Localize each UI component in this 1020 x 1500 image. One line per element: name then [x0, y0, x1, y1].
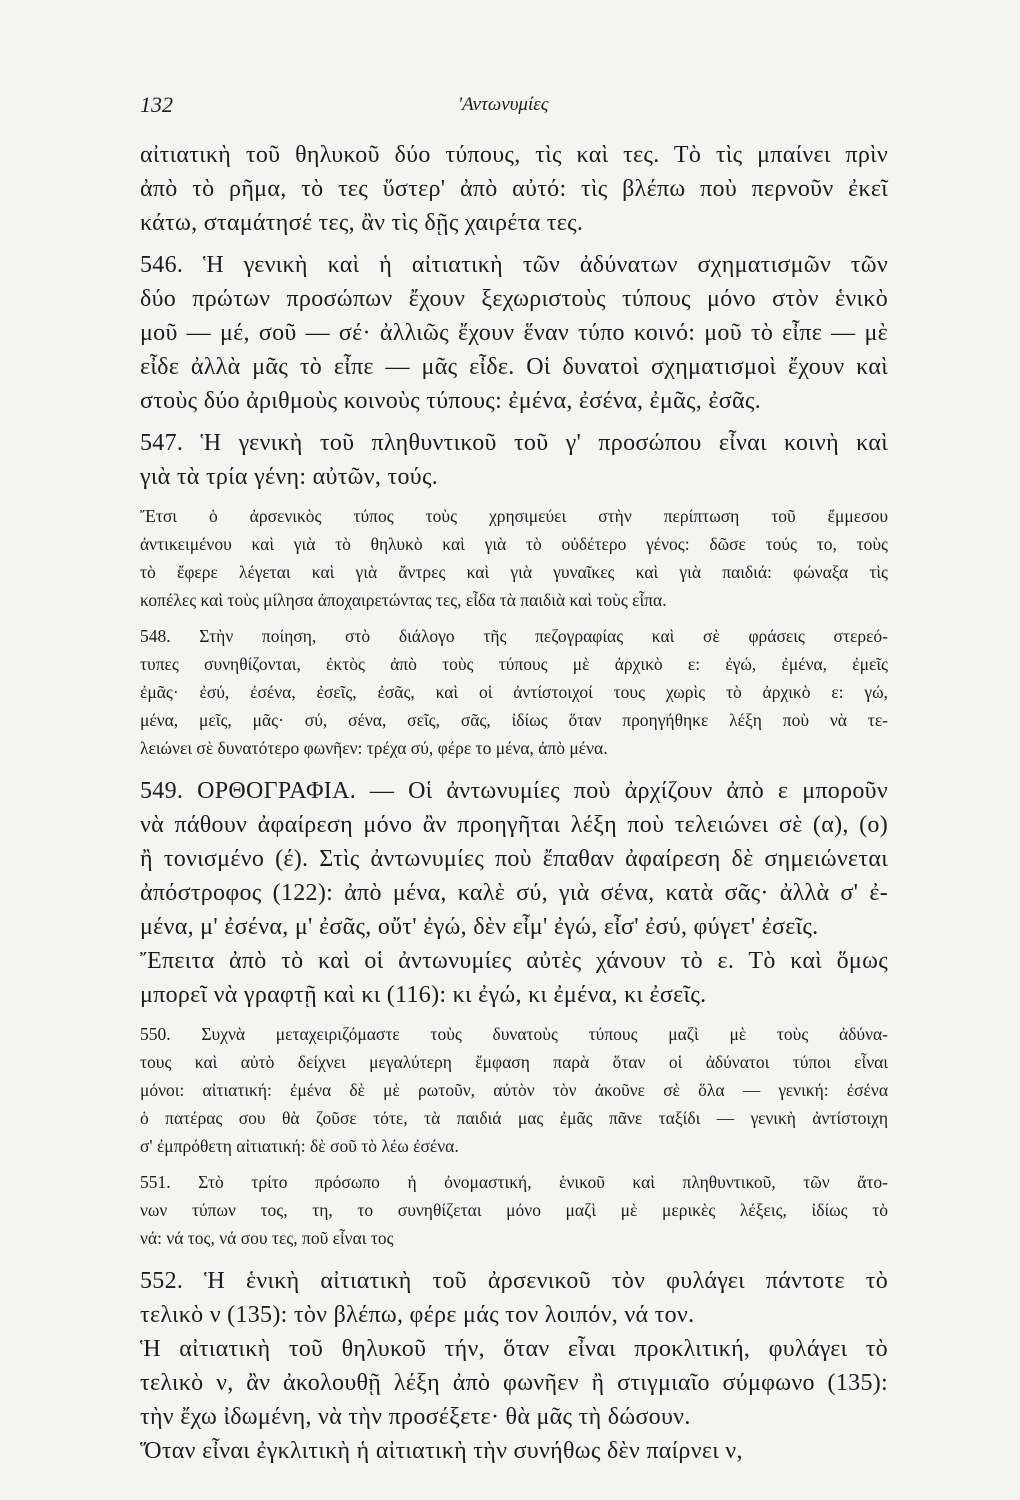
text-line: 548. Στὴν ποίηση, στὸ διάλογο τῆς πεζογραφίας καὶ σὲ φράσεις στερεό-	[140, 626, 888, 646]
text-line: ἀπόστροφος (122): ἀπὸ μένα, καλὲ σύ, γιὰ σένα, κατὰ σᾶς· ἀλλὰ σ' ἐ-	[140, 880, 888, 906]
paragraph	[140, 248, 888, 418]
text-line: δύο πρώτων προσώπων ἔχουν ξεχωριστοὺς τύπους μόνο στὸν ἑνικὸ	[140, 286, 888, 312]
text-line: 546. Ἡ γενικὴ καὶ ἡ αἰτιατικὴ τῶν ἀδύνατων σχηματισμῶν τῶν	[140, 252, 888, 278]
text-line: Ἔτσι ὁ ἀρσενικὸς τύπος τοὺς χρησιμεύει στὴν περίπτωση τοῦ ἔμμεσου	[140, 506, 888, 526]
paragraph	[140, 774, 888, 1012]
text-line: μόνοι: αἰτιατική: ἐμένα δὲ μὲ ρωτοῦν, αὐτὸν τὸν ἀκοῦνε σὲ ὅλα — γενική: ἐσένα	[140, 1080, 888, 1100]
paragraph	[140, 138, 888, 240]
text-line: τελικὸ ν, ἂν ἀκολουθῇ λέξη ἀπὸ φωνῆεν ἢ στιγμιαῖο σύμφωνο (135):	[140, 1370, 888, 1396]
paragraph	[140, 622, 888, 762]
paragraph-gap	[140, 240, 888, 248]
paragraph	[140, 502, 888, 614]
paragraph	[140, 426, 888, 494]
paragraph	[140, 1168, 888, 1252]
text-line: τυπες συνηθίζονται, ἐκτὸς ἀπὸ τοὺς τύπους μὲ ἀρχικὸ ε: ἐγώ, ἐμένα, ἐμεῖς	[140, 654, 888, 674]
text-line: τὴν ἔχω ἰδωμένη, νὰ τὴν προσέξετε· θὰ μᾶς τὴ δώσουν.	[140, 1404, 691, 1430]
paragraph	[140, 1020, 888, 1160]
text-line: λειώνει σὲ δυνατότερο φωνῆεν: τρέχα σύ, φέρε το μένα, ἀπὸ μένα.	[140, 738, 608, 758]
paragraph	[140, 1264, 888, 1468]
text-line: ἐμᾶς· ἐσύ, ἐσένα, ἐσεῖς, ἐσᾶς, καὶ οἱ ἀντίστοιχοί τους χωρὶς τὸ ἀρχικὸ ε: γώ,	[140, 682, 888, 702]
text-line: στοὺς δύο ἀριθμοὺς κοινοὺς τύπους: ἐμένα, ἐσένα, ἐμᾶς, ἐσᾶς.	[140, 388, 761, 414]
paragraph-gap	[140, 1252, 888, 1264]
text-line: ὁ πατέρας σου θὰ ζοῦσε τότε, τὰ παιδιά μας ἐμᾶς πᾶνε ταξίδι — γενικὴ ἀντίστοιχη	[140, 1108, 888, 1128]
text-line: 551. Στὸ τρίτο πρόσωπο ἡ ὀνομαστική, ἑνικοῦ καὶ πληθυντικοῦ, τῶν ἄτο-	[140, 1172, 888, 1192]
paragraph-gap	[140, 1160, 888, 1168]
text-line: τὸ ἔφερε λέγεται καὶ γιὰ ἄντρες καὶ γιὰ γυναῖκες καὶ γιὰ παιδιά: φώναξα τὶς	[140, 562, 888, 582]
text-line: Ὅταν εἶναι ἐγκλιτικὴ ἡ αἰτιατικὴ τὴν συνήθως δὲν παίρνει ν,	[140, 1438, 743, 1464]
text-line: ἀπὸ τὸ ρῆμα, τὸ τες ὕστερ' ἀπὸ αὐτό: τὶς βλέπω ποὺ περνοῦν ἐκεῖ	[140, 176, 888, 202]
body-text	[140, 138, 888, 1468]
text-line: κοπέλες καὶ τοὺς μίλησα ἀποχαιρετώντας τες, εἶδα τὰ παιδιὰ καὶ τοὺς εἶπα.	[140, 590, 667, 610]
paragraph-gap	[140, 762, 888, 774]
text-line: Ἔπειτα ἀπὸ τὸ καὶ οἱ ἀντωνυμίες αὐτὲς χάνουν τὸ ε. Τὸ καὶ ὅμως	[140, 948, 888, 974]
text-line: αἰτιατικὴ τοῦ θηλυκοῦ δύο τύπους, τὶς καὶ τες. Τὸ τὶς μπαίνει πρὶν	[140, 142, 888, 168]
paragraph-gap	[140, 614, 888, 622]
text-line: τους καὶ αὐτὸ δείχνει μεγαλύτερη ἔμφαση παρὰ ὅταν οἱ ἀδύνατοι τύποι εἶναι	[140, 1052, 888, 1072]
text-line: Ἡ αἰτιατικὴ τοῦ θηλυκοῦ τήν, ὅταν εἶναι προκλιτική, φυλάγει τὸ	[140, 1336, 888, 1362]
running-title: 'Αντωνυμίες	[458, 94, 549, 115]
text-line: 549. ΟΡΘΟΓΡΑΦΙΑ. — Οἱ ἀντωνυμίες ποὺ ἀρχίζουν ἀπὸ ε μποροῦν	[140, 778, 888, 804]
text-line: νὰ πάθουν ἀφαίρεση μόνο ἂν προηγῆται λέξη ποὺ τελειώνει σὲ (α), (ο)	[140, 812, 888, 838]
text-line: νων τύπων τος, τη, το συνηθίζεται μόνο μαζὶ μὲ μερικὲς λέξεις, ἰδίως τὸ	[140, 1200, 888, 1220]
text-line: μένα, μεῖς, μᾶς· σύ, σένα, σεῖς, σᾶς, ἰδίως ὅταν προηγήθηκε λέξη ποὺ νὰ τε-	[140, 710, 888, 730]
text-line: γιὰ τὰ τρία γένη: αὐτῶν, τούς.	[140, 464, 439, 490]
page-header	[140, 92, 880, 122]
text-line: ἀντικειμένου καὶ γιὰ τὸ θηλυκὸ καὶ γιὰ τὸ οὐδέτερο γένος: δῶσε τούς το, τοὺς	[140, 534, 888, 554]
page-number: 132	[140, 92, 173, 117]
paragraph-gap	[140, 418, 888, 426]
text-line: ἢ τονισμένο (έ). Στὶς ἀντωνυμίες ποὺ ἔπαθαν ἀφαίρεση δὲ σημειώνεται	[140, 846, 888, 872]
paragraph-gap	[140, 1012, 888, 1020]
text-line: μένα, μ' ἐσένα, μ' ἐσᾶς, οὔτ' ἐγώ, δὲν εἶμ' ἐγώ, εἶσ' ἐσύ, φύγετ' ἐσεῖς.	[140, 914, 819, 940]
paragraph-gap	[140, 494, 888, 502]
text-line: 547. Ἡ γενικὴ τοῦ πληθυντικοῦ τοῦ γ' προσώπου εἶναι κοινὴ καὶ	[140, 430, 888, 456]
text-line: τελικὸ ν (135): τὸν βλέπω, φέρε μάς τον λοιπόν, νά τον.	[140, 1302, 695, 1328]
text-line: 550. Συχνὰ μεταχειριζόμαστε τοὺς δυνατοὺς τύπους μαζὶ μὲ τοὺς ἀδύνα-	[140, 1024, 888, 1044]
text-line: μπορεῖ νὰ γραφτῇ καὶ κι (116): κι ἐγώ, κι ἐμένα, κι ἐσεῖς.	[140, 982, 707, 1008]
text-line: μοῦ — μέ, σοῦ — σέ· ἀλλιῶς ἔχουν ἕναν τύπο κοινό: μοῦ τὸ εἶπε — μὲ	[140, 320, 888, 346]
text-line: κάτω, σταμάτησέ τες, ἂν τὶς δῇς χαιρέτα τες.	[140, 210, 584, 236]
text-line: νά: νά τος, νά σου τες, ποῦ εἶναι τος	[140, 1228, 394, 1248]
text-line: 552. Ἡ ἑνικὴ αἰτιατικὴ τοῦ ἀρσενικοῦ τὸν φυλάγει πάντοτε τὸ	[140, 1268, 888, 1294]
text-line: σ' ἐμπρόθετη αἰτιατική: δὲ σοῦ τὸ λέω ἐσένα.	[140, 1136, 459, 1156]
text-line: εἶδε ἀλλὰ μᾶς τὸ εἶπε — μᾶς εἶδε. Οἱ δυνατοὶ σχηματισμοὶ ἔχουν καὶ	[140, 354, 888, 380]
